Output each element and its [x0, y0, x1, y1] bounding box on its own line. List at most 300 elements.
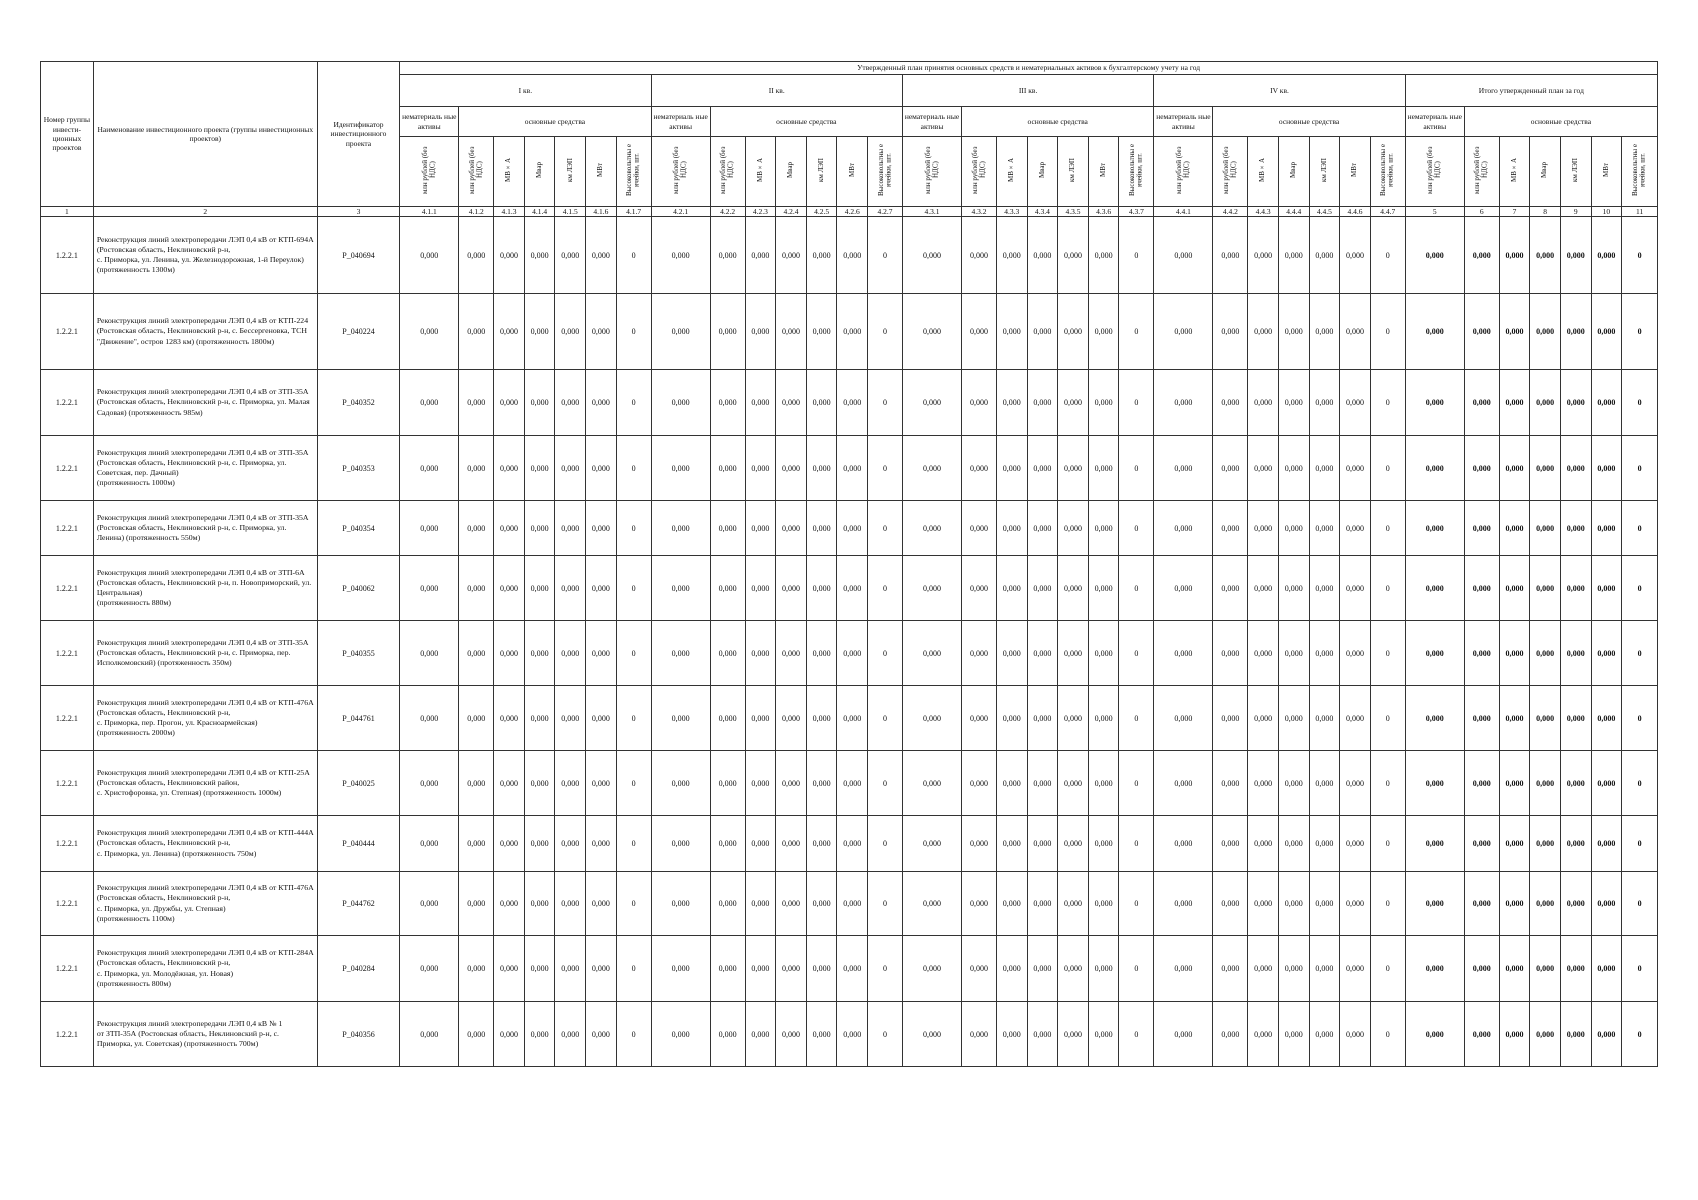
row-value-cell: 0,000: [1088, 872, 1119, 936]
row-value-cell: 0,000: [745, 1002, 776, 1067]
row-group-number: 1.2.2.1: [41, 294, 94, 370]
row-value-cell: 0,000: [1154, 751, 1213, 816]
row-value-cell: 0,000: [1278, 621, 1309, 686]
row-value-cell: 0,000: [524, 556, 555, 621]
row-value-cell: 0,000: [524, 370, 555, 436]
header-intangible-assets: нематериаль ные активы: [651, 107, 710, 137]
row-value-cell: 0: [616, 686, 651, 751]
header-unit-label: МВ×А: [1509, 158, 1518, 183]
row-value-cell: 0,000: [1213, 436, 1248, 501]
row-value-cell: 0,000: [1248, 751, 1279, 816]
row-value-cell: 0,000: [1309, 686, 1340, 751]
row-value-cell: 0,000: [524, 621, 555, 686]
row-value-cell: 0,000: [745, 501, 776, 556]
column-number: 9: [1560, 207, 1591, 217]
row-value-cell: 0,000: [1405, 217, 1464, 294]
row-value-cell: 0,000: [1058, 621, 1089, 686]
header-quarter-3: III кв.: [902, 75, 1153, 107]
row-value-cell: 0: [868, 436, 903, 501]
header-unit: [1405, 137, 1464, 207]
row-value-cell: 0,000: [1499, 436, 1530, 501]
row-value-cell: 0,000: [837, 1002, 868, 1067]
row-value-cell: 0,000: [1340, 217, 1371, 294]
row-value-cell: 0,000: [651, 751, 710, 816]
row-value-cell: 0,000: [1213, 816, 1248, 872]
row-value-cell: 0,000: [1464, 501, 1499, 556]
row-value-cell: 0,000: [1405, 872, 1464, 936]
row-value-cell: 0,000: [1154, 816, 1213, 872]
header-unit-label: млн рублей (без НДС): [672, 146, 688, 195]
header-unit-label: МВ×А: [1258, 158, 1267, 183]
row-value-cell: 0,000: [776, 556, 807, 621]
row-value-cell: 0,000: [1088, 436, 1119, 501]
table-row: [41, 556, 1658, 621]
row-value-cell: 0,000: [524, 217, 555, 294]
row-value-cell: 0,000: [1591, 1002, 1622, 1067]
header-unit-label: Высоковольтны е ячейки, шт.: [876, 144, 892, 197]
row-value-cell: 0,000: [710, 501, 745, 556]
row-value-cell: 0,000: [1309, 501, 1340, 556]
row-value-cell: 0: [616, 872, 651, 936]
column-number: 4.3.7: [1119, 207, 1154, 217]
row-value-cell: 0,000: [651, 217, 710, 294]
row-value-cell: 0,000: [745, 936, 776, 1002]
row-value-cell: 0,000: [996, 621, 1027, 686]
row-group-number: 1.2.2.1: [41, 936, 94, 1002]
row-value-cell: 0,000: [1058, 501, 1089, 556]
row-value-cell: 0,000: [494, 1002, 525, 1067]
row-value-cell: 0: [868, 816, 903, 872]
row-value-cell: 0,000: [1340, 294, 1371, 370]
row-value-cell: 0,000: [1248, 294, 1279, 370]
header-unit: [1340, 137, 1371, 207]
row-value-cell: 0,000: [651, 816, 710, 872]
row-value-cell: 0,000: [745, 556, 776, 621]
row-value-cell: 0,000: [494, 436, 525, 501]
row-value-cell: 0,000: [1213, 872, 1248, 936]
row-group-number: 1.2.2.1: [41, 1002, 94, 1067]
column-number: 4.4.1: [1154, 207, 1213, 217]
row-value-cell: 0,000: [586, 751, 617, 816]
row-project-name: Реконструкция линий электропередачи ЛЭП 0,4 кВ от КТП-476А (Ростовская область, Неклиновский р-н, с. Приморка, пер. Прогон, ул. Красноармейская) (протяженность 2000м): [93, 686, 317, 751]
row-value-cell: 0,000: [1560, 370, 1591, 436]
header-unit: [710, 137, 745, 207]
header-unit-label: млн рублей (без НДС): [467, 146, 484, 195]
header-quarter-2: II кв.: [651, 75, 902, 107]
row-value-cell: 0,000: [1058, 686, 1089, 751]
row-value-cell: 0,000: [400, 621, 459, 686]
row-value-cell: 0,000: [1309, 294, 1340, 370]
row-value-cell: 0,000: [586, 621, 617, 686]
row-value-cell: 0,000: [524, 501, 555, 556]
row-value-cell: 0,000: [806, 436, 837, 501]
row-group-number: 1.2.2.1: [41, 370, 94, 436]
column-number: 4.3.2: [962, 207, 997, 217]
header-unit-label: МВт: [1601, 163, 1610, 178]
row-value-cell: 0,000: [1464, 872, 1499, 936]
row-value-cell: 0,000: [1499, 686, 1530, 751]
row-value-cell: 0,000: [494, 751, 525, 816]
row-value-cell: 0,000: [1213, 621, 1248, 686]
row-value-cell: 0,000: [962, 872, 997, 936]
row-value-cell: 0,000: [1027, 751, 1058, 816]
header-unit: [1213, 137, 1248, 207]
row-value-cell: 0,000: [1464, 621, 1499, 686]
row-value-cell: 0,000: [996, 872, 1027, 936]
row-project-id: P_040352: [317, 370, 399, 436]
row-value-cell: 0,000: [1405, 686, 1464, 751]
row-value-cell: 0,000: [555, 872, 586, 936]
row-project-name: Реконструкция линий электропередачи ЛЭП 0,4 кВ от КТП-25А (Ростовская область, Неклиновский район, с. Христофоровка, ул. Степная) (протяженность 1000м): [93, 751, 317, 816]
column-number: 4.3.5: [1058, 207, 1089, 217]
row-value-cell: 0,000: [1058, 217, 1089, 294]
row-value-cell: 0,000: [806, 621, 837, 686]
header-quarter-4: IV кв.: [1154, 75, 1405, 107]
row-value-cell: 0,000: [1213, 501, 1248, 556]
row-value-cell: 0,000: [1464, 816, 1499, 872]
header-unit: [962, 137, 997, 207]
row-value-cell: 0,000: [1309, 936, 1340, 1002]
row-value-cell: 0,000: [1027, 294, 1058, 370]
row-value-cell: 0,000: [1154, 1002, 1213, 1067]
row-value-cell: 0: [1622, 501, 1658, 556]
table-row: [41, 294, 1658, 370]
header-unit-label: млн рублей (без НДС): [970, 146, 987, 195]
table-row: [41, 686, 1658, 751]
row-project-id: P_040062: [317, 556, 399, 621]
row-value-cell: 0,000: [996, 217, 1027, 294]
row-value-cell: 0,000: [1309, 751, 1340, 816]
row-value-cell: 0,000: [1340, 501, 1371, 556]
column-number: 1: [41, 207, 94, 217]
header-unit: [745, 137, 776, 207]
row-value-cell: 0,000: [524, 436, 555, 501]
row-value-cell: 0,000: [459, 436, 494, 501]
row-project-name: Реконструкция линий электропередачи ЛЭП 0,4 кВ от КТП-284А (Ростовская область, Неклиновский р-н, с. Приморка, ул. Молодёжная, ул. Новая) (протяженность 800м): [93, 936, 317, 1002]
column-number: 4.1.2: [459, 207, 494, 217]
row-project-name: Реконструкция линий электропередачи ЛЭП 0,4 кВ от ЗТП-35А (Ростовская область, Неклиновский р-н, с. Приморка, пер. Исполкомовский) (протяженность 350м): [93, 621, 317, 686]
row-value-cell: 0,000: [1499, 294, 1530, 370]
row-value-cell: 0: [868, 556, 903, 621]
table-row: [41, 872, 1658, 936]
row-value-cell: 0,000: [1499, 501, 1530, 556]
row-value-cell: 0: [1119, 751, 1154, 816]
row-value-cell: 0,000: [459, 751, 494, 816]
header-fixed-assets: основные средства: [710, 107, 902, 137]
row-value-cell: 0,000: [1058, 872, 1089, 936]
row-value-cell: 0,000: [837, 872, 868, 936]
header-intangible-assets: нематериаль ные активы: [1405, 107, 1464, 137]
row-value-cell: 0,000: [1248, 936, 1279, 1002]
row-value-cell: 0,000: [806, 370, 837, 436]
row-value-cell: 0,000: [806, 556, 837, 621]
table-row: [41, 436, 1658, 501]
row-value-cell: 0,000: [651, 556, 710, 621]
row-value-cell: 0,000: [1560, 872, 1591, 936]
table-row: [41, 621, 1658, 686]
row-value-cell: 0,000: [1560, 621, 1591, 686]
row-value-cell: 0,000: [1213, 294, 1248, 370]
column-number: 4.3.1: [902, 207, 961, 217]
row-value-cell: 0,000: [1405, 501, 1464, 556]
row-value-cell: 0,000: [1591, 501, 1622, 556]
row-value-cell: 0,000: [776, 436, 807, 501]
column-number: 4.1.3: [494, 207, 525, 217]
row-value-cell: 0,000: [806, 501, 837, 556]
row-value-cell: 0,000: [1088, 556, 1119, 621]
row-value-cell: 0: [1370, 556, 1405, 621]
row-value-cell: 0,000: [651, 621, 710, 686]
row-value-cell: 0,000: [962, 436, 997, 501]
header-unit: [616, 137, 651, 207]
row-project-id: P_040355: [317, 621, 399, 686]
row-value-cell: 0,000: [1499, 217, 1530, 294]
row-value-cell: 0,000: [902, 217, 961, 294]
row-value-cell: 0,000: [902, 294, 961, 370]
header-unit: [1248, 137, 1279, 207]
header-unit-label: Мвар: [534, 162, 543, 179]
row-value-cell: 0,000: [902, 621, 961, 686]
row-value-cell: 0,000: [494, 621, 525, 686]
row-value-cell: 0: [1119, 294, 1154, 370]
row-value-cell: 0,000: [555, 621, 586, 686]
row-value-cell: 0,000: [400, 556, 459, 621]
row-value-cell: 0,000: [555, 370, 586, 436]
column-number: 2: [93, 207, 317, 217]
header-project-name: Наименование инвестиционного проекта (группы инвестиционных проектов): [93, 62, 317, 207]
row-value-cell: 0,000: [710, 816, 745, 872]
row-value-cell: 0,000: [1088, 621, 1119, 686]
row-value-cell: 0: [616, 936, 651, 1002]
row-value-cell: 0,000: [837, 936, 868, 1002]
row-value-cell: 0,000: [459, 816, 494, 872]
header-unit: [1088, 137, 1119, 207]
row-value-cell: 0,000: [651, 294, 710, 370]
row-value-cell: 0,000: [996, 436, 1027, 501]
row-value-cell: 0,000: [1154, 217, 1213, 294]
row-value-cell: 0,000: [1530, 686, 1561, 751]
row-value-cell: 0,000: [745, 816, 776, 872]
row-value-cell: 0: [1622, 294, 1658, 370]
row-value-cell: 0,000: [1213, 686, 1248, 751]
column-number: 8: [1530, 207, 1561, 217]
row-value-cell: 0,000: [1560, 294, 1591, 370]
row-value-cell: 0,000: [962, 621, 997, 686]
row-value-cell: 0,000: [494, 686, 525, 751]
row-value-cell: 0,000: [1058, 816, 1089, 872]
header-unit-label: млн рублей (без НДС): [923, 146, 940, 195]
table-row: [41, 1002, 1658, 1067]
row-value-cell: 0,000: [459, 872, 494, 936]
row-group-number: 1.2.2.1: [41, 816, 94, 872]
row-value-cell: 0,000: [745, 686, 776, 751]
header-unit-label: Высоковольтны е ячейки, шт.: [1128, 144, 1144, 197]
row-value-cell: 0,000: [586, 501, 617, 556]
row-value-cell: 0,000: [1278, 217, 1309, 294]
row-value-cell: 0: [868, 294, 903, 370]
row-value-cell: 0,000: [1530, 501, 1561, 556]
header-unit: [1119, 137, 1154, 207]
row-value-cell: 0,000: [555, 436, 586, 501]
row-value-cell: 0,000: [1248, 686, 1279, 751]
row-value-cell: 0: [1119, 501, 1154, 556]
row-value-cell: 0: [1119, 1002, 1154, 1067]
row-value-cell: 0,000: [837, 816, 868, 872]
row-group-number: 1.2.2.1: [41, 217, 94, 294]
row-value-cell: 0: [616, 751, 651, 816]
row-value-cell: 0,000: [710, 686, 745, 751]
row-value-cell: 0,000: [1405, 556, 1464, 621]
row-value-cell: 0,000: [996, 816, 1027, 872]
row-value-cell: 0,000: [1340, 872, 1371, 936]
row-value-cell: 0: [1119, 217, 1154, 294]
row-value-cell: 0,000: [1340, 751, 1371, 816]
row-value-cell: 0,000: [1027, 556, 1058, 621]
column-number: 5: [1405, 207, 1464, 217]
row-value-cell: 0: [1370, 621, 1405, 686]
row-value-cell: 0: [1370, 872, 1405, 936]
row-value-cell: 0,000: [1591, 872, 1622, 936]
row-value-cell: 0,000: [1027, 936, 1058, 1002]
row-project-name: Реконструкция линий электропередачи ЛЭП 0,4 кВ от ЗТП-6А (Ростовская область, Неклиновский р-н, п. Новоприморский, ул. Центральная) (протяженность 880м): [93, 556, 317, 621]
header-unit: [1027, 137, 1058, 207]
row-value-cell: 0,000: [494, 217, 525, 294]
row-value-cell: 0,000: [962, 816, 997, 872]
row-group-number: 1.2.2.1: [41, 621, 94, 686]
row-value-cell: 0,000: [1464, 436, 1499, 501]
row-value-cell: 0,000: [1248, 436, 1279, 501]
row-value-cell: 0,000: [902, 816, 961, 872]
row-value-cell: 0,000: [1560, 436, 1591, 501]
row-value-cell: 0,000: [776, 294, 807, 370]
row-value-cell: 0,000: [837, 436, 868, 501]
row-value-cell: 0,000: [1058, 370, 1089, 436]
header-unit-label: млн рублей (без НДС): [1175, 146, 1191, 195]
row-value-cell: 0,000: [400, 686, 459, 751]
row-value-cell: 0,000: [806, 294, 837, 370]
row-value-cell: 0,000: [745, 872, 776, 936]
row-value-cell: 0,000: [1058, 1002, 1089, 1067]
row-value-cell: 0,000: [1309, 436, 1340, 501]
row-value-cell: 0,000: [962, 370, 997, 436]
row-value-cell: 0,000: [1591, 436, 1622, 501]
column-number: 4.2.2: [710, 207, 745, 217]
row-value-cell: 0,000: [1530, 872, 1561, 936]
row-value-cell: 0: [1370, 370, 1405, 436]
row-value-cell: 0,000: [1278, 1002, 1309, 1067]
row-value-cell: 0,000: [1340, 436, 1371, 501]
row-value-cell: 0,000: [745, 370, 776, 436]
column-number: 4.2.4: [776, 207, 807, 217]
row-value-cell: 0,000: [962, 751, 997, 816]
row-value-cell: 0,000: [710, 872, 745, 936]
row-value-cell: 0,000: [459, 370, 494, 436]
header-unit-label: МВт: [1350, 163, 1359, 178]
column-number: 4.2.7: [868, 207, 903, 217]
row-project-id: P_040284: [317, 936, 399, 1002]
row-value-cell: 0,000: [524, 294, 555, 370]
row-value-cell: 0,000: [555, 751, 586, 816]
header-unit: [459, 137, 494, 207]
row-value-cell: 0: [616, 1002, 651, 1067]
row-value-cell: 0,000: [1248, 556, 1279, 621]
header-unit: [868, 137, 903, 207]
header-project-id: Идентификатор инвестиционного проекта: [317, 62, 399, 207]
table-row: [41, 217, 1658, 294]
row-value-cell: 0,000: [1309, 872, 1340, 936]
header-unit: [1154, 137, 1213, 207]
header-unit: [1622, 137, 1658, 207]
row-value-cell: 0,000: [1213, 1002, 1248, 1067]
row-group-number: 1.2.2.1: [41, 686, 94, 751]
row-value-cell: 0,000: [1591, 621, 1622, 686]
row-value-cell: 0,000: [1309, 1002, 1340, 1067]
row-value-cell: 0,000: [902, 1002, 961, 1067]
row-value-cell: 0,000: [1058, 436, 1089, 501]
row-value-cell: 0: [616, 556, 651, 621]
row-value-cell: 0,000: [1530, 1002, 1561, 1067]
row-value-cell: 0,000: [555, 501, 586, 556]
row-value-cell: 0,000: [1405, 436, 1464, 501]
header-unit-label: МВ×А: [1007, 158, 1016, 183]
row-value-cell: 0,000: [524, 686, 555, 751]
row-value-cell: 0: [1622, 936, 1658, 1002]
row-value-cell: 0,000: [710, 1002, 745, 1067]
column-number: 3: [317, 207, 399, 217]
row-value-cell: 0,000: [806, 872, 837, 936]
row-value-cell: 0,000: [837, 370, 868, 436]
row-value-cell: 0,000: [1530, 936, 1561, 1002]
row-value-cell: 0,000: [494, 556, 525, 621]
row-value-cell: 0,000: [459, 621, 494, 686]
row-value-cell: 0,000: [586, 556, 617, 621]
column-number: 10: [1591, 207, 1622, 217]
row-value-cell: 0,000: [745, 751, 776, 816]
row-value-cell: 0,000: [1464, 936, 1499, 1002]
header-unit-label: млн рублей (без НДС): [420, 146, 437, 195]
row-value-cell: 0,000: [400, 294, 459, 370]
header-intangible-assets: нематериаль ные активы: [1154, 107, 1213, 137]
header-fixed-assets: основные средства: [1213, 107, 1405, 137]
column-number: 4.4.7: [1370, 207, 1405, 217]
row-value-cell: 0,000: [1309, 556, 1340, 621]
row-project-name: Реконструкция линий электропередачи ЛЭП 0,4 кВ от ЗТП-35А (Ростовская область, Неклиновский р-н, с. Приморка, ул. Ленина) (протяженность 550м): [93, 501, 317, 556]
row-value-cell: 0,000: [1058, 294, 1089, 370]
row-value-cell: 0,000: [459, 1002, 494, 1067]
header-total-year: Итого утвержденный план за год: [1405, 75, 1657, 107]
header-unit: [1370, 137, 1405, 207]
header-unit-label: Высоковольтны е ячейки, шт.: [625, 144, 641, 197]
header-unit-label: млн рублей (без НДС): [1426, 146, 1442, 195]
row-value-cell: 0,000: [1405, 294, 1464, 370]
row-value-cell: 0,000: [1499, 1002, 1530, 1067]
row-value-cell: 0,000: [902, 936, 961, 1002]
row-value-cell: 0,000: [806, 217, 837, 294]
column-number: 4.4.5: [1309, 207, 1340, 217]
row-group-number: 1.2.2.1: [41, 501, 94, 556]
row-value-cell: 0,000: [524, 872, 555, 936]
row-value-cell: 0,000: [1309, 621, 1340, 686]
row-value-cell: 0,000: [651, 686, 710, 751]
row-value-cell: 0,000: [1088, 294, 1119, 370]
row-value-cell: 0,000: [494, 816, 525, 872]
row-value-cell: 0: [1370, 686, 1405, 751]
row-value-cell: 0: [868, 501, 903, 556]
row-value-cell: 0,000: [1278, 294, 1309, 370]
row-value-cell: 0,000: [400, 436, 459, 501]
column-number: 4.1.4: [524, 207, 555, 217]
table-row: [41, 370, 1658, 436]
